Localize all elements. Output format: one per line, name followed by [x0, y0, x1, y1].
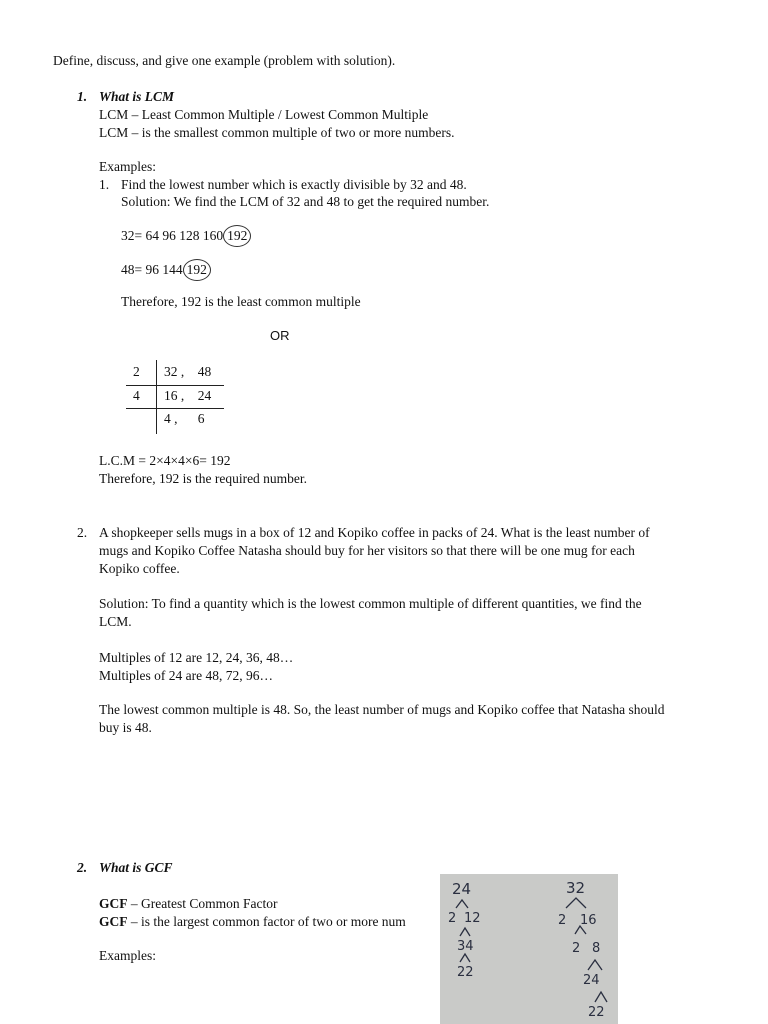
gcf-definition-1 [99, 895, 277, 913]
hw-12: 12 [464, 911, 481, 926]
example-2-problem-line-1: A shopkeeper sells mugs in a box of 12 and Kopiko coffee in packs of 24. What is the least number of [99, 525, 650, 540]
multiples-of-12: Multiples of 12 are 12, 24, 36, 48… [99, 650, 294, 665]
multiples-of-48-row [121, 259, 211, 281]
hw-34: 34 [457, 939, 474, 954]
hw-32-factor-2: 2 [558, 913, 567, 928]
or-divider-text: OR [270, 328, 290, 343]
lcm-definition-2: LCM – is the smallest common multiple of two or more numbers. [99, 125, 455, 140]
lcm-examples-label: Examples: [99, 159, 156, 174]
hw-16: 16 [580, 913, 597, 928]
hw-22-right: 22 [588, 1005, 605, 1020]
ladder-values-1: 32 , 48 [164, 364, 212, 379]
hw-22-left: 22 [457, 965, 474, 980]
ladder-vertical-line [156, 360, 157, 434]
ladder-rule-2 [126, 408, 224, 409]
ladder-divisor-1: 2 [133, 364, 140, 379]
lcm-definition-1: LCM – Least Common Multiple / Lowest Common Multiple [99, 107, 429, 122]
example-1-problem: Find the lowest number which is exactly divisible by 32 and 48. [121, 177, 467, 192]
gcf-section-heading: What is GCF [99, 860, 173, 875]
ladder-rule-1 [126, 385, 224, 386]
lcm-calculation: L.C.M = 2×4×4×6= 192 [99, 453, 231, 468]
example-2-conclusion-line-1: The lowest common multiple is 48. So, the least number of mugs and Kopiko coffee that Natasha should [99, 702, 665, 717]
example-2-solution-line-2: LCM. [99, 614, 132, 629]
gcf-definition-2 [99, 913, 406, 931]
gcf-section-number: 2. [77, 860, 88, 875]
circled-192-a: 192 [223, 225, 251, 247]
hw-32: 32 [566, 879, 586, 897]
hw-24-factor-2: 2 [448, 911, 457, 926]
gcf-examples-label: Examples: [99, 948, 156, 963]
hw-24-right: 24 [583, 973, 600, 988]
ladder-values-3: 4 , 6 [164, 411, 205, 426]
branch-24b [595, 992, 607, 1002]
multiples-of-32-row [121, 225, 251, 247]
example-2-solution-line-1: Solution: To find a quantity which is the lowest common multiple of different quantities, we find the [99, 596, 642, 611]
example-1-number: 1. [99, 177, 110, 192]
factor-tree-photo [440, 874, 618, 1024]
gcf-term-2: GCF [99, 914, 128, 929]
example-2-number: 2. [77, 525, 88, 540]
branch-12 [460, 928, 470, 936]
hw-8: 8 [592, 941, 601, 956]
branch-8 [588, 960, 602, 970]
example-2-problem-line-2: mugs and Kopiko Coffee Natasha should buy for her visitors so that there will be one mug for each [99, 543, 635, 558]
multiples-of-32-list: 32= 64 96 128 160 [121, 228, 224, 243]
example-2-problem-line-3: Kopiko coffee. [99, 561, 180, 576]
hw-16-factor-2: 2 [572, 941, 581, 956]
branch-24 [456, 900, 468, 908]
hw-24: 24 [452, 880, 472, 898]
example-1-conclusion: Therefore, 192 is the required number. [99, 471, 308, 486]
ladder-division-table [120, 358, 230, 436]
lcm-section-heading: What is LCM [99, 89, 175, 104]
gcf-definition-1-text: – Greatest Common Factor [127, 896, 278, 911]
factor-tree-drawing [440, 874, 618, 1024]
branch-32 [566, 898, 586, 908]
ladder-divisor-2: 4 [133, 388, 140, 403]
multiples-of-24: Multiples of 24 are 48, 72, 96… [99, 668, 273, 683]
example-2-conclusion-line-2: buy is 48. [99, 720, 152, 735]
intro-instruction: Define, discuss, and give one example (problem with solution). [53, 53, 396, 68]
gcf-definition-2-text: – is the largest common factor of two or more num [127, 914, 406, 929]
branch-34 [460, 954, 470, 962]
lcm-section-number: 1. [77, 89, 88, 104]
ladder-values-2: 16 , 24 [164, 388, 212, 403]
example-1-therefore: Therefore, 192 is the least common multiple [121, 294, 361, 309]
circled-192-b: 192 [183, 259, 211, 281]
example-1-solution: Solution: We find the LCM of 32 and 48 to get the required number. [121, 194, 490, 209]
gcf-term-1: GCF [99, 896, 128, 911]
multiples-of-48-list: 48= 96 144 [121, 262, 183, 277]
